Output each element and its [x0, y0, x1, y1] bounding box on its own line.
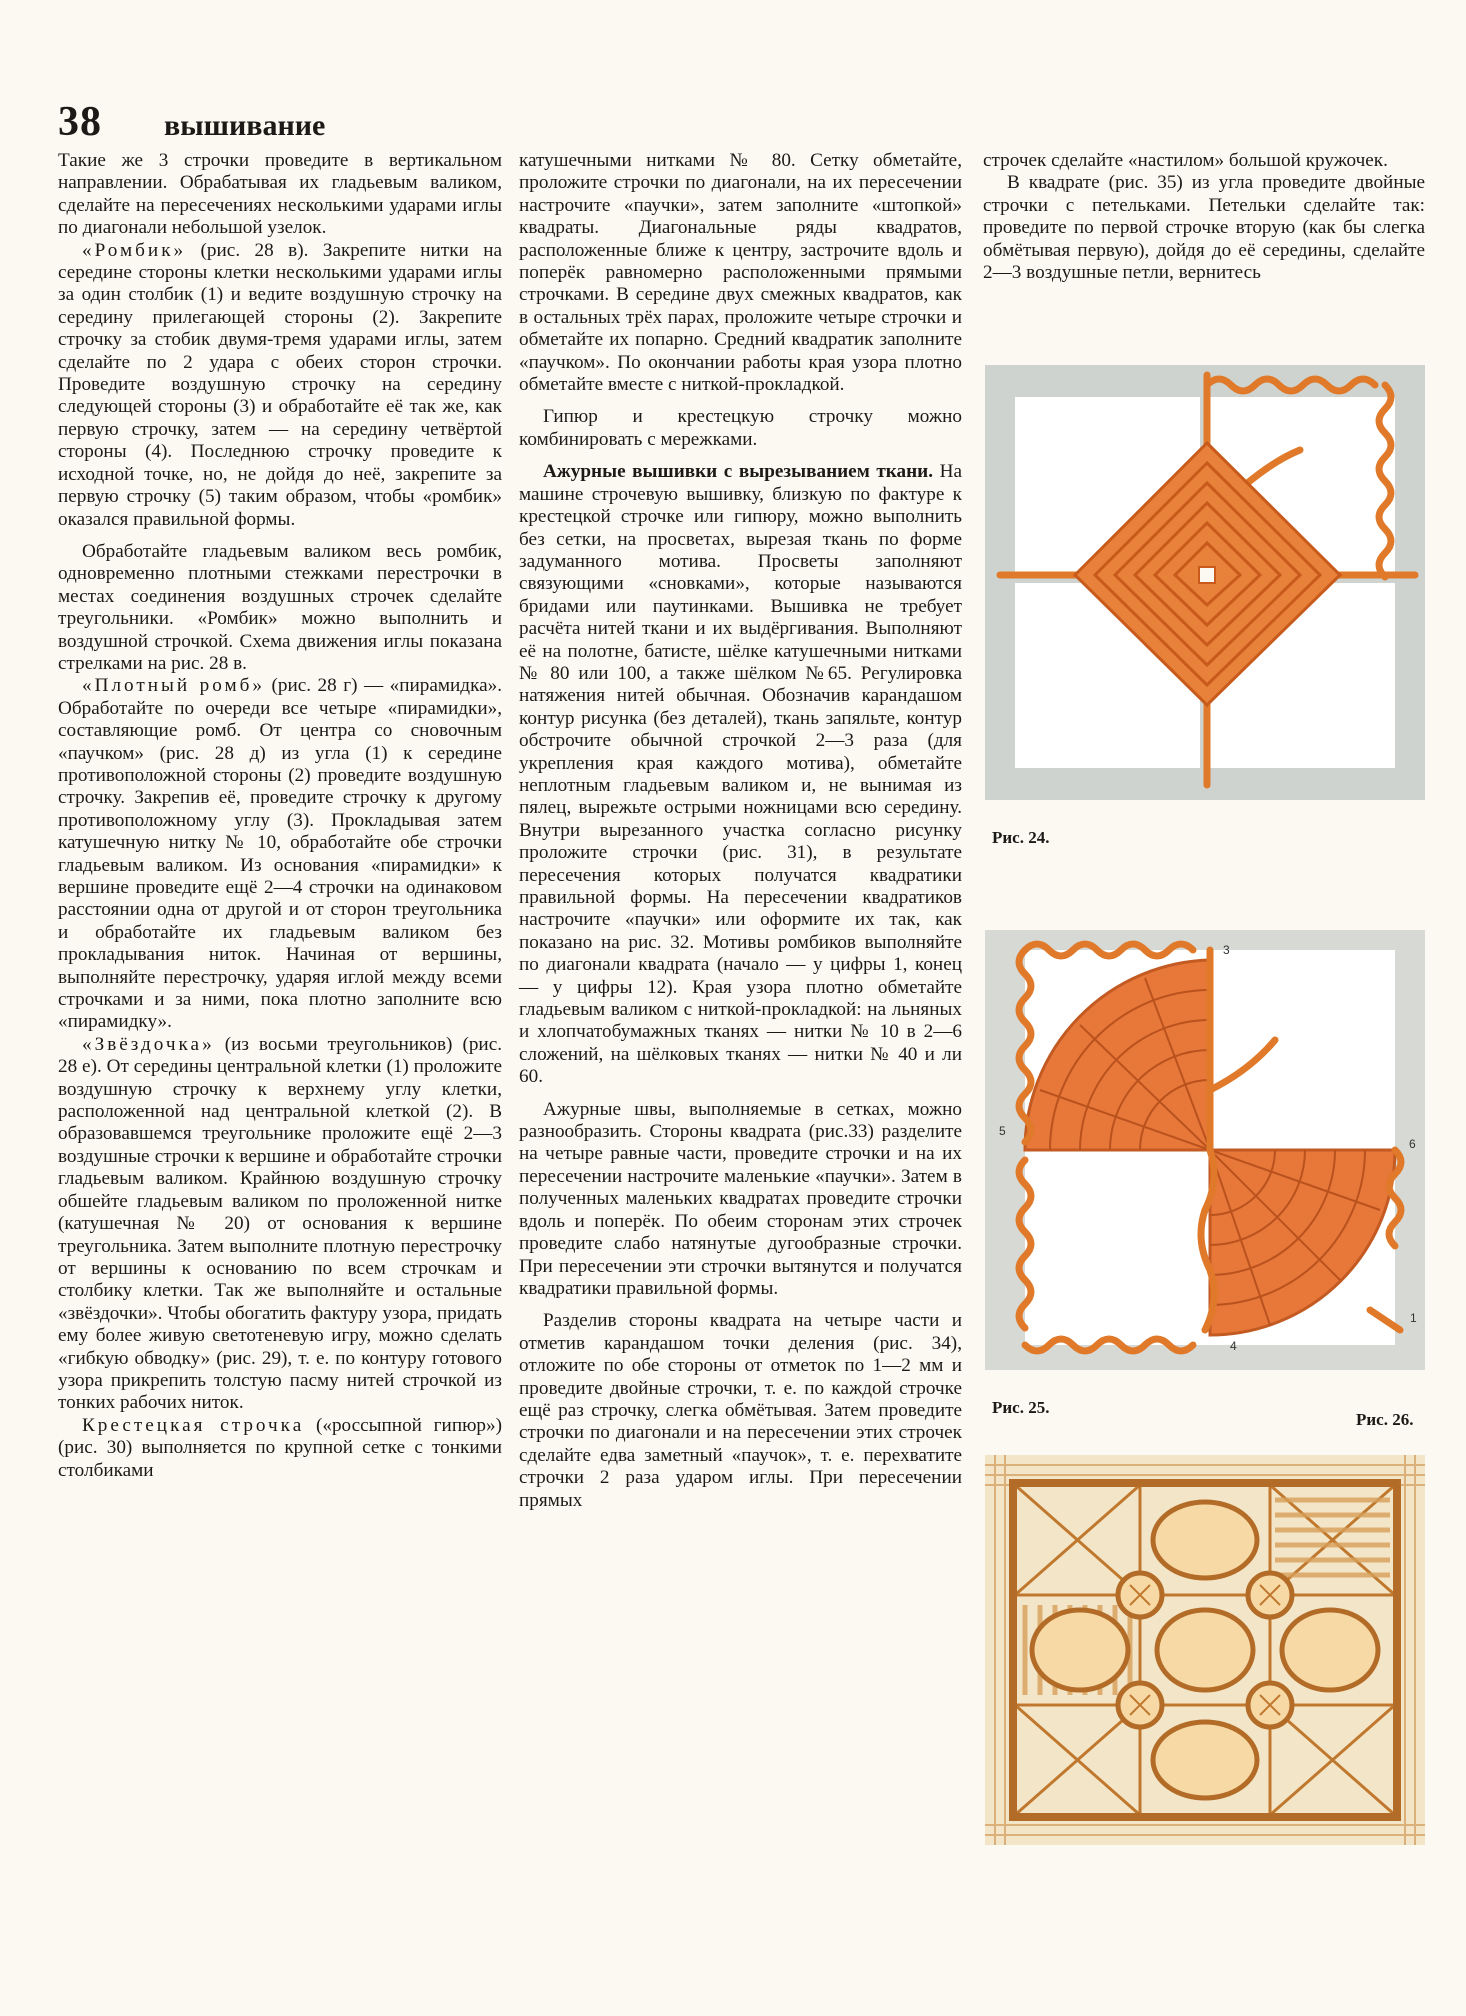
paragraph: Такие же 3 строчки проведите в вертикальном направлении. Обрабатывая их гладьевым валиком, сделайте на пересечениях несколькими ударами иглы по диагонали небольшой узелок.	[58, 150, 502, 239]
figure-25-label: 3	[1223, 943, 1230, 957]
term-azhur: Ажурные вышивки с вырезыванием ткани.	[543, 461, 934, 483]
paragraph: Гипюр и крестецкую строчку можно комбинировать с мережками.	[519, 406, 962, 450]
figure-25-label: 6	[1409, 1137, 1416, 1151]
term-rombik: «Ромбик»	[82, 239, 187, 261]
paragraph: «Плотный ромб» (рис. 28 г) — «пирамидка». Обработайте по очереди все четыре «пирамидки», составляющие ромб. От центра со сновочным «паучком» (рис. 28 д) из угла (1) к середине противоположной стороны (2) проведите воздушную строчку. Закрепив её, проведите строчку к другому противоположному углу (3). Прокладывая затем катушечную нитку № 10, обработайте обе строчки гладьевым валиком. Из основания «пирамидки» к вершине проведите ещё 2—4 строчки на одинаковом расстоянии одна от другой и от сторон треугольника и обработайте их гладьевым валиком без прокладывания ниток. Начиная от вершины, выполняйте перестрочку, ударяя иглой между всеми строчками и за ними, пока плотно заполните всю «пирамидку».	[58, 675, 503, 1033]
figure-25-label: 5	[999, 1124, 1006, 1138]
section-title: вышивание	[164, 109, 326, 142]
term-krest: Крестецкая строчка	[82, 1414, 305, 1436]
paragraph: Разделив стороны квадрата на четыре части и отметив карандашом точки деления (рис. 34), отложите по обе стороны от отметок по 1—2 мм и проведите двойные строчки, т. е. по каждой строчке ещё раз строчку, слегка обмётывая. Затем проведите строчки по диагонали и на пересечении этих строчек сделайте едва заметный «паучок», т. е. перехватите строчки 2 раза ударом иглы. При пересечении прямых	[519, 1310, 962, 1511]
paragraph: Крестецкая строчка («россыпной гипюр») (рис. 30) выполняется по крупной сетке с тонкими столбиками	[58, 1414, 502, 1481]
figure-25-caption: Рис. 25.	[992, 1398, 1050, 1417]
column-3	[983, 150, 1425, 284]
figure-26-caption: Рис. 26.	[1356, 1410, 1414, 1429]
paragraph: строчек сделайте «настилом» большой кружочек.	[983, 150, 1388, 171]
paragraph: Обработайте гладьевым валиком весь ромбик, одновременно плотными стежками перестрочки в местах соединения воздушных строчек сделайте треугольники. «Ромбик» можно выполнить и воздушной строчкой. Схема движения иглы показана стрелками на рис. 28 в.	[58, 540, 502, 674]
page-number: 38	[58, 99, 102, 145]
figure-25-image	[985, 930, 1425, 1370]
paragraph: «Ромбик» (рис. 28 в). Закрепите нитки на середине стороны клетки несколькими ударами иглы за один столбик (1) и ведите воздушную строчку на середину прилегающей стороны (2). Закрепите строчку за стобик двумя-тремя ударами иглы, затем сделайте по 2 удара с обеих сторон строчки. Проведите воздушную строчку на середину следующей стороны (3) и обработайте её так же, как первую строчку, затем — на середину четвёртой стороны (4). Последнюю строчку проведите к исходной точке, но, не дойдя до неё, закрепите за первую строчку (5) таким образом, чтобы «ромбик» оказался правильной формы.	[58, 239, 503, 530]
figure-25-label: 4	[1230, 1339, 1237, 1353]
figure-26-image	[985, 1455, 1425, 1845]
paragraph: Ажурные вышивки с вырезыванием ткани. На машине строчевую вышивку, близкую по фактуре к крестецкой строчке или гипюру, можно выполнить без сетки, на просветах, вырезая ткань по форме задуманного мотива. Просветы заполняют связующими «сновками», которые называются бридами или паутинками. Вышивка не требует расчёта нитей ткани и их выдёргивания. Выполняют её на полотне, батисте, шёлке катушечными нитками № 80 или 100, а также шёлком №65. Регулировка натяжения нитей обычная. Обозначив карандашом контур рисунка (без деталей), ткань запяльте, контур обстрочите обычной строчкой 2—3 раза (для укрепления края каждого мотива), обметайте неплотным гладьевым валиком и, не вынимая из пялец, вырежьте острыми ножницами всю середину. Внутри вырезанного участка согласно рисунку проложите строчки (рис. 31), в результате пересечения которых получатся квадратики правильной формы. На пересечении квадратиков настрочите «паучки» или оформите их так, как показано на рис. 32. Мотивы ромбиков выполняйте по диагонали квадрата (начало — у цифры 1, конец — у цифры 12). Края узора плотно обметайте гладьевым валиком с ниткой-прокладкой: на льняных и хлопчатобумажных тканях — нитки № 10 в 2—6 сложений, на шёлковых тканях — нитки № 40 и ли 60.	[519, 461, 962, 1088]
term-plotny: «Плотный ромб»	[82, 675, 265, 697]
figure-24-caption: Рис. 24.	[992, 828, 1050, 847]
paragraph: катушечными нитками № 80. Сетку обметайте, проложите строчки по диагонали, на их пересечении настрочите «паучки», затем заполните «штопкой» квадраты. Диагональные ряды квадратов, расположенные ближе к центру, застрочите вдоль и поперёк равномерно расположенными прямыми строчками. В середине двух смежных квадратов, как в остальных трёх парах, проложите четыре строчки и обметайте их попарно. Средний квадратик заполните «паучком». По окончании работы края узора плотно обметайте вместе с ниткой-прокладкой.	[519, 150, 962, 396]
paragraph: «Звёздочка» (из восьми треугольников) (рис. 28 е). От середины центральной клетки (1) проложите воздушную строчку к верхнему углу клетки, расположенной над центральной клеткой (2). В образовавшемся треугольнике проложите ещё 2—3 воздушные строчки к вершине и обработайте строчки гладьевым валиком. Крайнюю воздушную строчку обшейте гладьевым валиком по проложенной нитке (катушечная № 20) от основания к вершине треугольника. Затем выполните плотную перестрочку от вершины к основанию по всем строчкам и столбику клетки. Так же выполняйте и остальные «звёздочки». Чтобы обогатить фактуру узора, придать ему более живую светотеневую игру, можно сделать «гибкую обводку» (рис. 29), т. е. по контуру готового узора прикрепить толстую пасму нитей строчкой из тонких рабочих ниток.	[58, 1033, 503, 1414]
column-1	[58, 150, 502, 1482]
term-zvezdochka: «Звёздочка»	[82, 1033, 215, 1055]
figure-24-image	[985, 365, 1425, 800]
page-header	[58, 98, 325, 144]
paragraph: В квадрате (рис. 35) из угла проведите двойные строчки с петельками. Петельки сделайте так: проведите по первой строчке вторую (как бы слегка обмётывая первую), дойдя до её середины, сделайте 2—3 воздушные петли, вернитесь	[983, 172, 1425, 284]
paragraph: Ажурные швы, выполняемые в сетках, можно разнообразить. Стороны квадрата (рис.33) разделите на четыре равные части, проведите строчки и на их пересечении настрочите маленькие «паучки». Затем в полученных маленьких квадратах проведите строчки вдоль и поперёк. По обеим сторонам этих строчек проведите слабо натянутые дугообразные строчки. При пересечении эти строчки вытянутся и получатся квадратики правильной формы.	[519, 1098, 962, 1299]
figure-25-label: 1	[1410, 1311, 1417, 1325]
column-2	[519, 150, 962, 1512]
